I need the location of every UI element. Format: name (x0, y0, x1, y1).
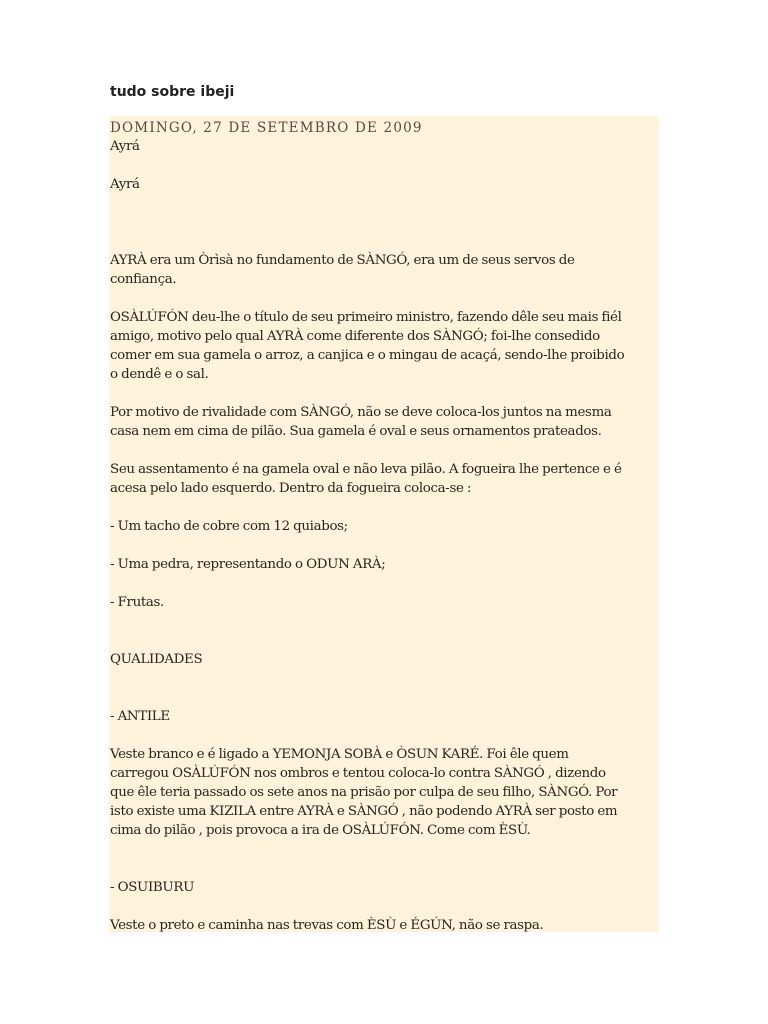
paragraph-line: acesa pelo lado esquerdo. Dentro da fogueira coloca-se : (110, 481, 472, 496)
quality-heading-osuiburu: - OSUIBURU (110, 880, 195, 895)
paragraph-line: isto existe uma KIZILA entre AYRÀ e SÀNGÓ , não podendo AYRÀ ser posto em (110, 804, 618, 819)
list-item: - Frutas. (110, 595, 164, 610)
blog-title[interactable]: tudo sobre ibeji (110, 84, 235, 100)
post-subtitle: Ayrá (110, 177, 140, 192)
paragraph-line: OSÀLÚFÓN deu-lhe o título de seu primeiro ministro, fazendo dêle seu mais fiél (110, 310, 622, 325)
list-item: - Um tacho de cobre com 12 quiabos; (110, 519, 348, 534)
paragraph-line: Veste o preto e caminha nas trevas com ÈSÙ e ÉGÚN, não se raspa. (110, 918, 544, 932)
section-heading-qualidades: QUALIDADES (110, 652, 203, 667)
paragraph-line: amigo, motivo pelo qual AYRÀ come diferente dos SÀNGÓ; foi-lhe consedido (110, 329, 600, 344)
paragraph-line: o dendê e o sal. (110, 367, 209, 382)
paragraph-line: cima do pilão , pois provoca a ira de OSÀLÚFÓN. Come com ÈSÙ. (110, 823, 531, 838)
paragraph-line: que êle teria passado os sete anos na prisão por culpa de seu filho, SÀNGÓ. Por (110, 785, 618, 800)
quality-heading-antile: - ANTILE (110, 709, 170, 724)
paragraph-line: Veste branco e é ligado a YEMONJA SOBÀ e ÒSUN KARÉ. Foi êle quem (110, 747, 569, 762)
paragraph-line: Seu assentamento é na gamela oval e não leva pilão. A fogueira lhe pertence e é (110, 462, 622, 477)
list-item: - Uma pedra, representando o ODUN ARÀ; (110, 557, 386, 572)
post-body (110, 137, 659, 932)
paragraph-line: Por motivo de rivalidade com SÀNGÓ, não se deve coloca-los juntos na mesma (110, 405, 612, 420)
paragraph-line: carregou OSÀLÚFÓN nos ombros e tentou coloca-lo contra SÀNGÓ , dizendo (110, 766, 606, 781)
paragraph-line: confiança. (110, 272, 177, 287)
paragraph-line: comer em sua gamela o arroz, a canjica e o mingau de acaçá, sendo-lhe proibido (110, 348, 625, 363)
blog-post (109, 116, 659, 932)
paragraph-line: AYRÀ era um Òrìsà no fundamento de SÀNGÓ, era um de seus servos de (110, 253, 575, 268)
post-date: DOMINGO, 27 DE SETEMBRO DE 2009 (110, 120, 423, 136)
post-title[interactable]: Ayrá (110, 139, 140, 154)
paragraph-line: casa nem em cima de pilão. Sua gamela é oval e seus ornamentos prateados. (110, 424, 602, 439)
